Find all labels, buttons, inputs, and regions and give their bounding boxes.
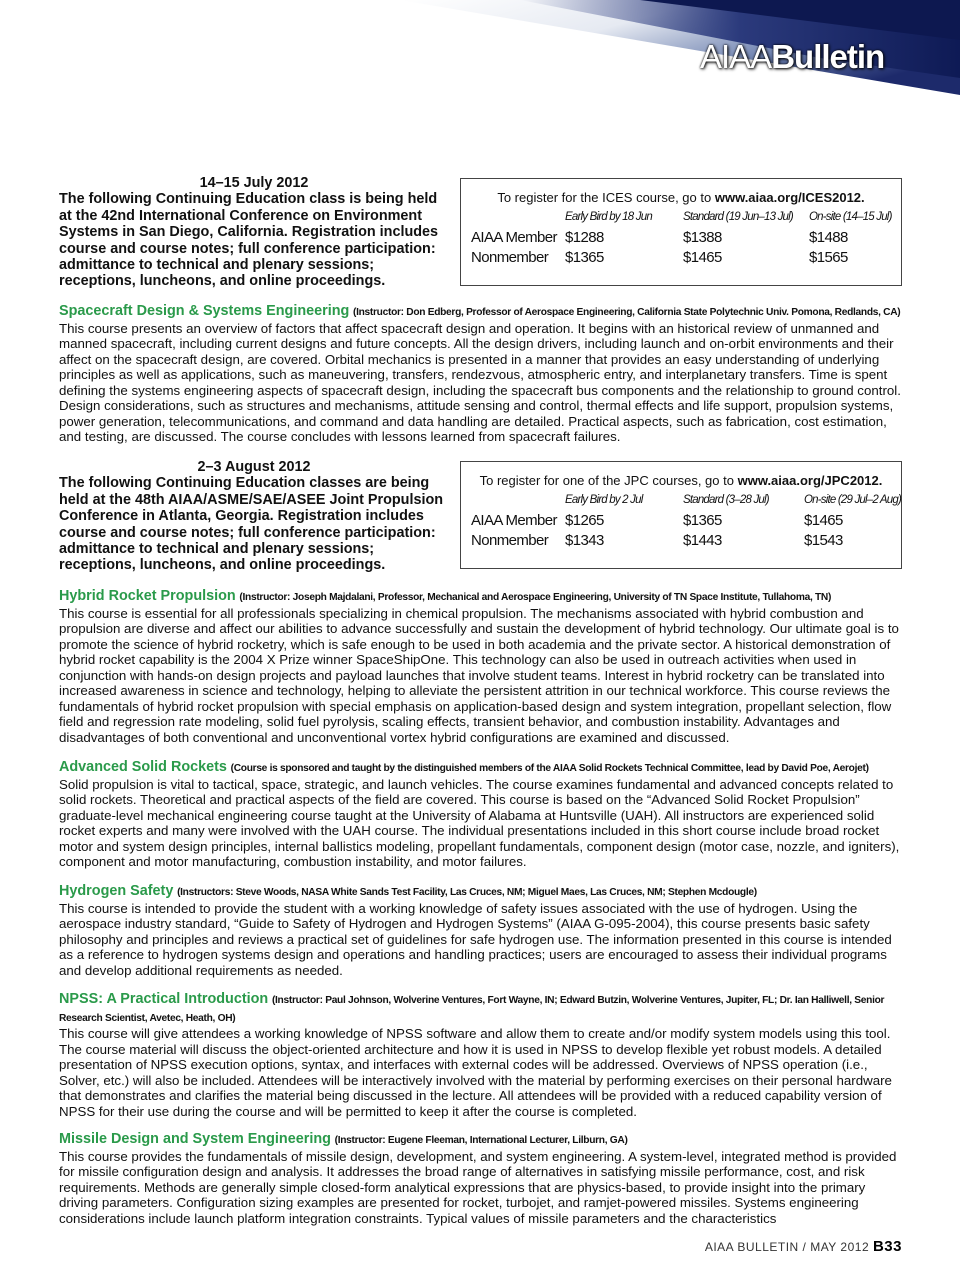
price-cell: $1343 [564,531,604,549]
course-title: Spacecraft Design & Systems Engineering [59,303,350,319]
footer-text: AIAA BULLETIN / MAY 2012 [704,1240,873,1254]
course-description: This course provides the fundamentals of missile design, development, and system engineering. A system-level, integrated method is provided for missile configuration design and analysis. It addresses the broad range of alternatives in satisfying missile performance, cost, and risk requirements. Methods are generally simple closed-form analytical expressions that are physics-based, to provide insight into the primary driving parameters. Configuration sizing examples are presented for rocket, turbojet, and ramjet-powered missiles. Systems engineering considerations include launch platform integration constraints. Typical values of missile parameters and the characteristics [59,1148,897,1226]
course-instructor: (Course is sponsored and taught by the distinguished members of the AIAA Solid Rockets Technical Committee, lead by David Poe, Aerojet) [230,763,869,774]
price-cell: $1488 [809,228,848,246]
page-footer [705,1238,902,1255]
price-cell: $1388 [683,228,722,246]
course-instructor: (Instructor: Don Edberg, Professor of Aerospace Engineering, California State Polytechnic Univ. Pomona, Redlands, CA) [353,307,901,318]
ices-register-link[interactable]: www.aiaa.org/ICES2012. [714,190,865,205]
course-hybrid-rocket [59,588,902,745]
jpc-register-line: To register for one of the JPC courses, go to www.aiaa.org/JPC2012. [479,473,883,488]
table-row [471,227,892,247]
jpc-registration-box [460,461,902,569]
table-row [471,530,901,550]
price-cell: $1265 [564,511,604,529]
course-description: Solid propulsion is vital to tactical, space, strategic, and launch vehicles. The course examines fundamental and advanced concepts related to solid rockets. Theoretical and practical aspects of the field are covered. This course is based on the “Advanced Solid Rocket Propulsion” graduate-level mechanical engineering course taught at the University of Alabama at Huntsville (UAH). All instructors are experienced solid rocket experts and many were involved with the UAH course. The individual presentations included in this short course include broad rocket motor and system design principles, internal ballistics modeling, propellant fundamentals, component design (motor case, nozzle, and igniters), component and motor manufacturing, combustion instability, and motor failures. [59,776,900,869]
ices-date: 14–15 July 2012 [199,175,309,191]
course-instructor: (Instructor: Paul Johnson, Wolverine Ventures, Fort Wayne, IN; Edward Butzin, Wolverine Ventures, Jupiter, FL; Dr. Ian Halliwell, Senior Research Scientist, Avetec, Heath, OH) [59,995,885,1024]
price-cell: $1465 [803,511,843,529]
jpc-date: 2–3 August 2012 [197,459,311,475]
course-instructor: (Instructors: Steve Woods, NASA White Sands Test Facility, Las Cruces, NM; Miguel Maes, Las Cruces, NM; Stephen Mcdougle) [177,887,757,898]
row-label: Nonmember [471,248,549,266]
price-cell: $1443 [682,531,722,549]
price-cell: $1288 [565,228,604,246]
table-row [471,510,901,530]
row-label: AIAA Member [471,228,557,246]
jpc-register-link[interactable]: www.aiaa.org/JPC2012. [737,473,883,488]
price-cell: $1465 [683,248,722,266]
table-row [471,247,892,267]
course-spacecraft-design [59,303,902,445]
price-cell: $1565 [809,248,848,266]
course-description: This course is intended to provide the student with a working knowledge of safety issues associated with the use of hydrogen. Using the aerospace industry standard, “Guide to Safety of Hydrogen and Hydrogen Systems” (AIAA G-095-2004), this course presents basic safety philosophy and principles and reviews a practical set of guidelines for safe hydrogen use. The information presented in this course is intended as a reference to hydrogen systems design and operations and handling practices; users are encouraged to assess their individual programs and develop additional requirements as needed. [59,900,892,978]
jpc-intro-text: The following Continuing Education classes are being held at the 48th AIAA/ASME/SAE/ASEE Joint Propulsion Conference in Atlanta, Georgia. Registration includes course and course notes; full conference participation: admittance to technical and plenary sessions; receptions, luncheons, and online proceedings. [59,475,444,574]
bulletin-logo: AIAABulletin [700,38,885,75]
jpc-header-onsite: On-site (29 Jul–2 Aug) [803,494,901,506]
jpc-header-early: Early Bird by 2 Jul [564,494,643,506]
price-cell: $1365 [682,511,722,529]
course-description: This course is essential for all professionals specializing in chemical propulsion. The mechanisms associated with hybrid combustion and propulsion are diverse and affect our abilities to advance successfully and sustain the development of hybrid technology. Our ultimate goal is to promote the science of hybrid rocketry, which is safe enough to be used in both academia and the private sector. A historical demonstration of hybrid rocket capability is the 2004 X Prize winner SpaceShipOne. This technology can also be used in outreach activities when used in conjunction with hands-on design projects and payload launches that involve student teams. Interest in hybrid rocketry can be translated into increased awareness in science and technology, helping to alleviate the persistent attrition in our technical workforce. This course reviews the fundamentals of hybrid rocket propulsion with special emphasis on application-based design and system integration, propellant selection, flow field and regression rate modeling, solid fuel pyrolysis, scaling effects, transient behavior, and combustion instability. Advantages and disadvantages of both conventional and unconventional vortex hybrid configurations are examined and discussed. [59,605,899,745]
ices-register-line: To register for the ICES course, go to www.aiaa.org/ICES2012. [497,190,865,205]
jpc-intro [59,459,449,574]
course-missile-design [59,1131,902,1226]
row-label: Nonmember [471,531,549,549]
course-description: This course presents an overview of factors that affect spacecraft design and operation. It begins with an historical review of unmanned and manned spacecraft, including current designs and future concepts. All the design drivers, including launch and on-orbit environments and their affect on the spacecraft design, are covered. Orbital mechanics is presented in a manner that provides an easy understanding of underlying principles as well as applications, such as maneuvering, transfers, rendezvous, atmospheric entry, and interplanetary transfers. Time is spent defining the systems engineering aspects of spacecraft design, including the spacecraft bus components and the relationship to ground control. Design considerations, such as structures and mechanisms, attitude sensing and control, thermal effects and life support, propulsion systems, power generation, telecommunications, and command and data handling are detailed. Practical aspects, such as fabrication, cost estimation, and testing, are discussed. The course concludes with lessons learned from spacecraft failures. [59,320,901,444]
course-advanced-solid-rockets [59,759,902,870]
ices-intro [59,175,449,290]
jpc-header-standard: Standard (3–28 Jul) [682,494,769,506]
course-title: Advanced Solid Rockets [59,759,227,775]
jpc-price-table [471,490,901,550]
row-label: AIAA Member [471,511,557,529]
ices-header-onsite: On-site (14–15 Jul) [809,211,892,223]
price-cell: $1365 [565,248,604,266]
course-instructor: (Instructor: Joseph Majdalani, Professor, Mechanical and Aerospace Engineering, University of TN Space Institute, Tullahoma, TN) [239,592,832,603]
ices-header-early: Early Bird by 18 Jun [565,211,652,223]
ices-registration-box [460,178,902,286]
ices-price-table [471,207,892,267]
course-title: Missile Design and System Engineering [59,1131,331,1147]
course-instructor: (Instructor: Eugene Fleeman, International Lecturer, Lilburn, GA) [334,1135,628,1146]
ices-header-standard: Standard (19 Jun–13 Jul) [683,211,793,223]
course-title: Hybrid Rocket Propulsion [59,588,236,604]
course-npss [59,991,902,1119]
course-title: NPSS: A Practical Introduction [59,991,269,1007]
course-hydrogen-safety [59,883,902,978]
course-title: Hydrogen Safety [59,883,174,899]
course-description: This course will give attendees a working knowledge of NPSS software and allow them to create and/or modify system models using this tool. The course material will discuss the object-oriented architecture and how it is used in NPSS to develop flexible yet robust models. A detailed presentation of NPSS execution options, syntax, and interfaces with external codes will be addressed. Overviews of NPSS operation (i.e., Solver, etc.) will also be included. Attendees will be interactively involved with the material by performing exercises on their personal hardware that demonstrates and clarifies the material being discussed in the lecture. All attendees will be provided with a reduced capability version of NPSS for their use during the course and will be permitted to keep it after the course is completed. [59,1026,892,1119]
price-cell: $1543 [803,531,843,549]
ices-intro-text: The following Continuing Education class is being held at the 42nd International Conference on Environment Systems in San Diego, California. Registration includes course and course notes; full conference participation: admittance to technical and plenary sessions; receptions, luncheons, and online proceedings. [59,191,439,290]
page-number: B33 [872,1238,902,1255]
